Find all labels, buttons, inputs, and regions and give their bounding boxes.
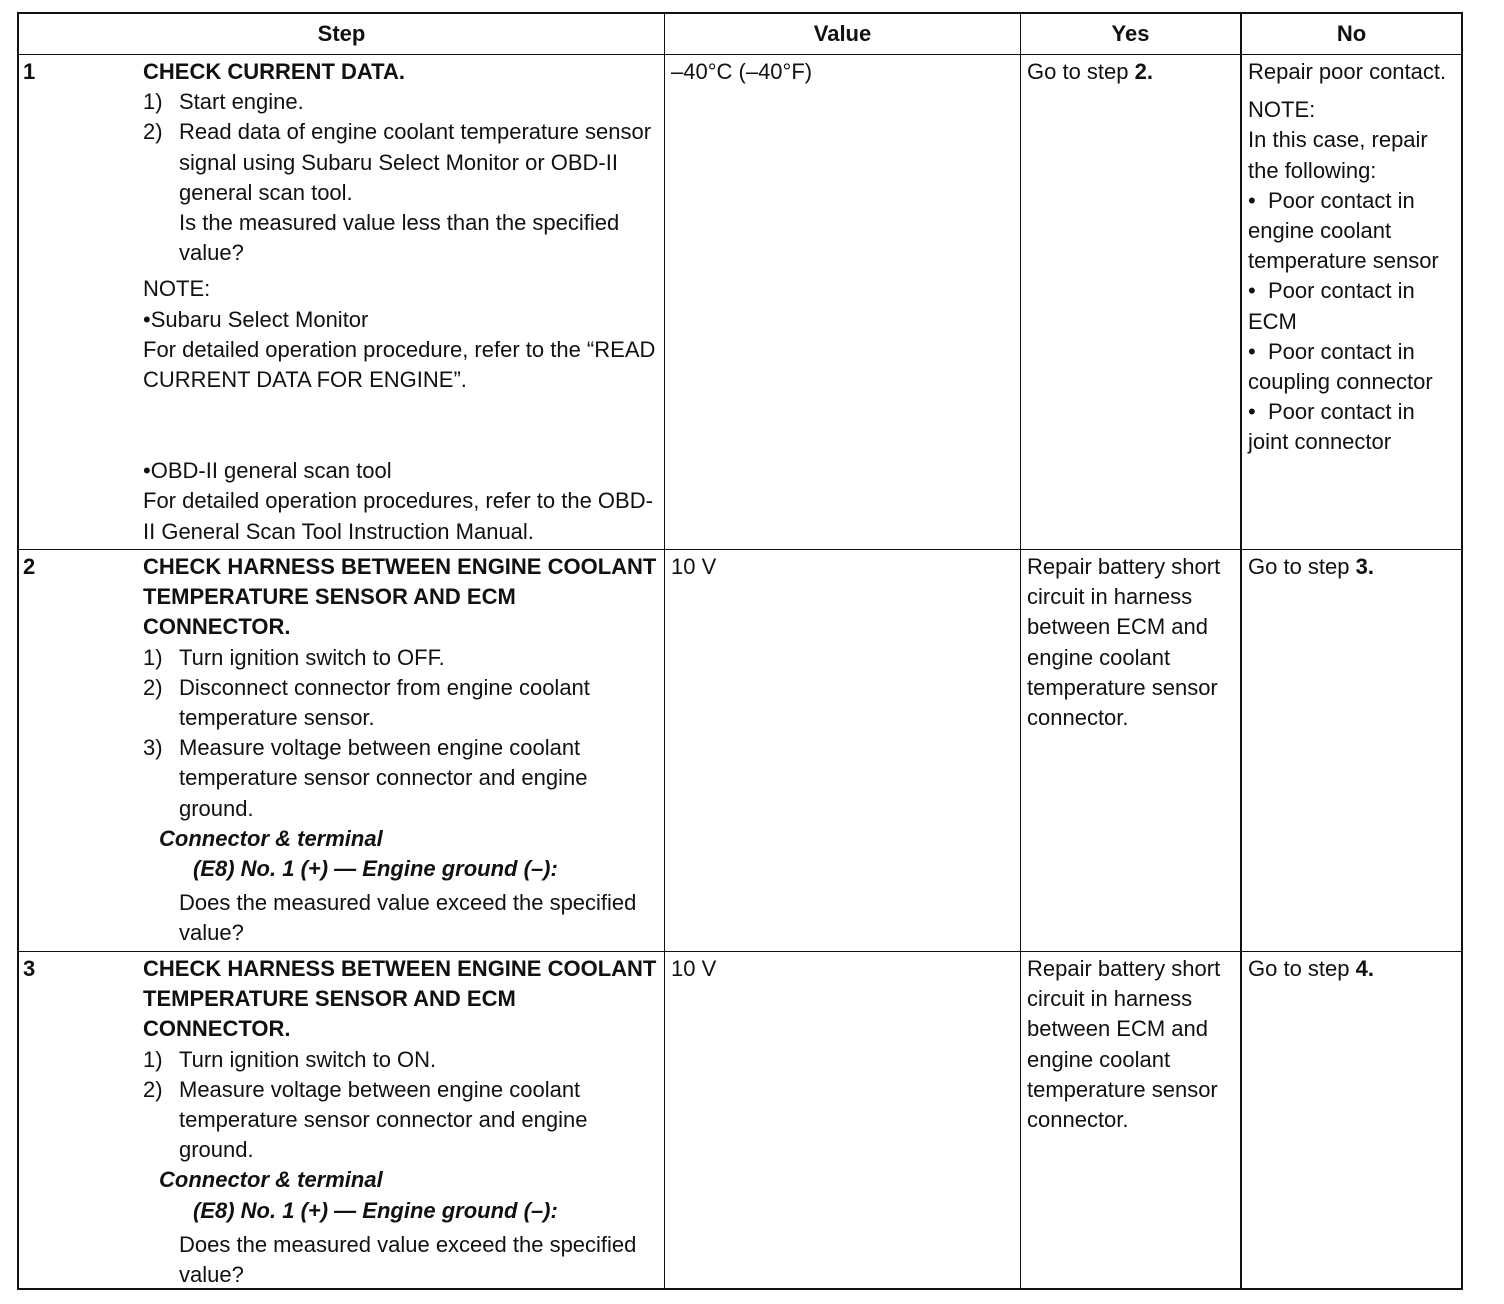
step-item-text: Start engine. — [179, 89, 304, 115]
step-item-number: 1) — [143, 1046, 163, 1072]
diagnostic-table — [17, 12, 1463, 1290]
step-number: 1 — [23, 59, 36, 84]
step-question: Does the measured value exceed the specified value? — [179, 1231, 637, 1288]
step-number: 2 — [23, 554, 36, 579]
no-bullet-text: Poor contact in coupling connector — [1248, 338, 1433, 395]
note-line: For detailed operation procedures, refer to the OBD-II General Scan Tool Instruction Manual. — [143, 488, 653, 544]
step-item-text: Measure voltage between engine coolant temperature sensor connector and engine ground. — [179, 735, 588, 821]
table-header-row — [19, 14, 1461, 55]
spec-value: –40°C (–40°F) — [665, 55, 1021, 549]
note-line: For detailed operation procedure, refer to the “READ CURRENT DATA FOR ENGINE”. — [143, 336, 656, 393]
no-bullet-text: Poor contact in engine coolant temperature sensor — [1248, 187, 1439, 274]
no-action-text: Go to step — [1248, 956, 1356, 981]
step-item-text: Disconnect connector from engine coolant temperature sensor. — [179, 674, 590, 731]
no-step-ref: 4. — [1355, 956, 1374, 981]
step-number: 3 — [23, 956, 36, 981]
step-title: CHECK HARNESS BETWEEN ENGINE COOLANT TEMPERATURE SENSOR AND ECM CONNECTOR. — [143, 956, 657, 1042]
header-yes: Yes — [1021, 14, 1242, 54]
step-title: CHECK HARNESS BETWEEN ENGINE COOLANT TEMPERATURE SENSOR AND ECM CONNECTOR. — [143, 554, 657, 640]
step-item — [143, 673, 660, 733]
step-item-number: 3) — [143, 735, 163, 761]
header-value: Value — [665, 14, 1021, 54]
no-bullet-item: • Poor contact in ECM — [1248, 278, 1415, 334]
spec-value: 10 V — [665, 550, 1021, 951]
note-label: NOTE: — [143, 276, 211, 302]
yes-action — [1021, 55, 1242, 549]
no-step-ref: 3. — [1355, 554, 1374, 579]
yes-action: Repair battery short circuit in harness between ECM and engine coolant temperature sensor connector. — [1021, 952, 1242, 1288]
yes-step-ref: 2. — [1134, 59, 1153, 84]
connector-label: Connector & terminal — [159, 825, 383, 851]
no-note-label: NOTE: — [1248, 97, 1316, 123]
no-action — [1242, 952, 1461, 1288]
step-item — [143, 1075, 660, 1166]
step-item — [143, 733, 660, 824]
connector-terminal: (E8) No. 1 (+) — Engine ground (–): — [193, 856, 558, 882]
step-question: Does the measured value exceed the specified value? — [179, 890, 637, 946]
step-item-number: 2) — [143, 1076, 163, 1102]
no-action — [1242, 550, 1461, 951]
step-item — [143, 643, 660, 673]
step-description — [137, 952, 665, 1288]
no-bullet-item: • Poor contact in joint connector — [1248, 399, 1415, 455]
step-item-number: 1) — [143, 644, 163, 670]
step-item-text: Turn ignition switch to OFF. — [179, 644, 445, 670]
yes-action-text: Go to step — [1027, 59, 1135, 84]
spec-value: 10 V — [665, 952, 1021, 1288]
step-item-number: 2) — [143, 674, 163, 700]
step-item-text: Read data of engine coolant temperature sensor signal using Subaru Select Monitor or OBD-II general scan tool. — [179, 119, 652, 205]
no-note-text: In this case, repair the following: — [1248, 127, 1428, 183]
step-item-text: Measure voltage between engine coolant temperature sensor connector and engine ground. — [179, 1076, 588, 1163]
no-action-text: Go to step — [1248, 554, 1356, 579]
step-title: CHECK CURRENT DATA. — [143, 59, 405, 84]
table-row-step-1 — [19, 55, 1461, 550]
no-bullet-text: Poor contact in joint connector — [1248, 399, 1415, 455]
step-description — [137, 550, 665, 951]
note-line: •Subaru Select Monitor — [143, 306, 369, 332]
step-description — [137, 55, 665, 549]
connector-terminal: (E8) No. 1 (+) — Engine ground (–): — [193, 1197, 558, 1223]
no-bullet-item: • Poor contact in coupling connector — [1248, 338, 1433, 395]
step-item-number: 2) — [143, 119, 163, 145]
no-action — [1242, 55, 1461, 549]
step-item — [143, 87, 660, 117]
connector-label: Connector & terminal — [159, 1167, 383, 1193]
table-row-step-3 — [19, 952, 1461, 1288]
yes-action: Repair battery short circuit in harness between ECM and engine coolant temperature sensor connector. — [1021, 550, 1242, 951]
header-step: Step — [19, 14, 665, 54]
step-item-number: 1) — [143, 89, 163, 115]
header-no: No — [1336, 21, 1367, 46]
step-item — [143, 117, 660, 208]
no-bullet-text: Poor contact in ECM — [1248, 278, 1415, 334]
table-row-step-2 — [19, 550, 1461, 952]
step-item-text: Turn ignition switch to ON. — [179, 1046, 437, 1072]
step-question: Is the measured value less than the specified value? — [179, 210, 620, 266]
no-bullet-item: • Poor contact in engine coolant temperature sensor — [1248, 187, 1439, 274]
no-action-text: Repair poor contact. — [1248, 59, 1447, 84]
note-line: •OBD-II general scan tool — [143, 458, 392, 484]
step-item — [143, 1045, 660, 1075]
